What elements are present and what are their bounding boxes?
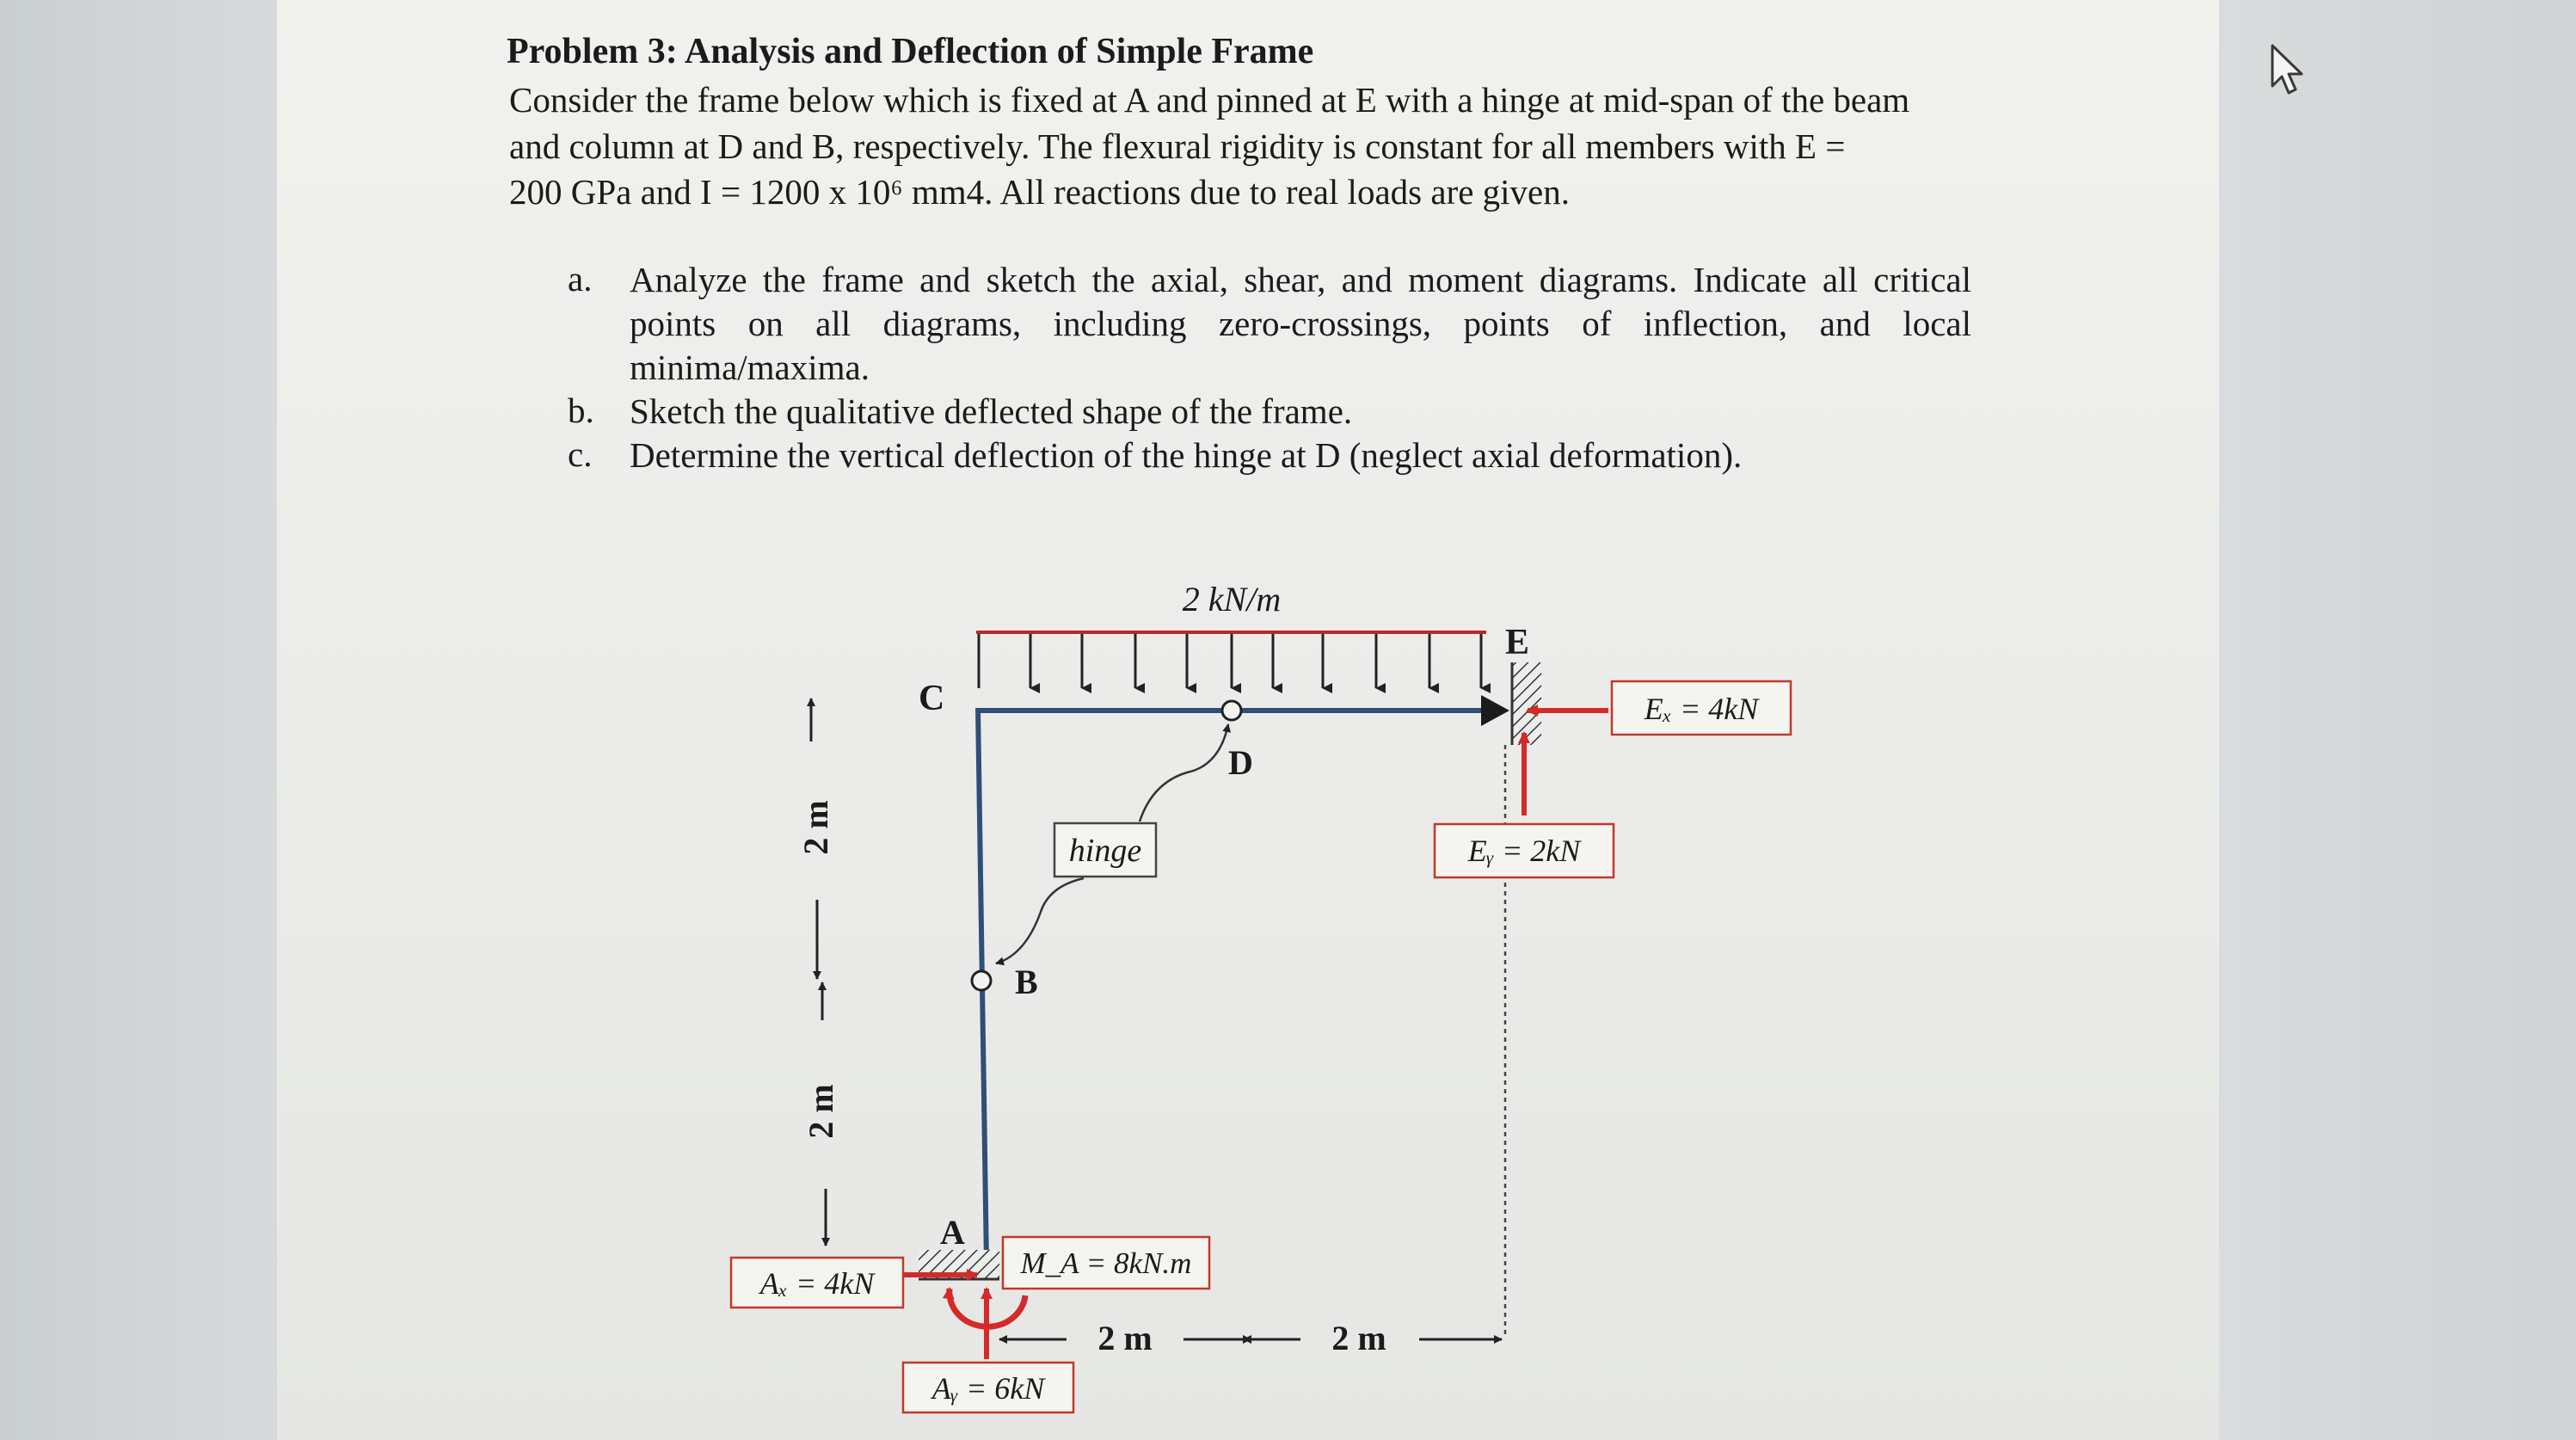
dim-beam-left: 2 m bbox=[1097, 1319, 1153, 1357]
hinge-leader-d bbox=[1140, 724, 1228, 822]
node-label-e: E bbox=[1505, 623, 1530, 662]
hinge-d bbox=[1222, 701, 1241, 720]
reaction-ey-label: Eᵧ = 2kN bbox=[1467, 834, 1581, 868]
dim-column-upper: 2 m bbox=[796, 800, 835, 855]
statement-line-3: 200 GPa and I = 1200 x 10⁶ mm4. All reactions due to real loads are given. bbox=[509, 172, 1570, 212]
reaction-ay-label: Aᵧ = 6kN bbox=[931, 1371, 1045, 1406]
hinge-leader-b bbox=[996, 878, 1084, 963]
task-c-text: Determine the vertical deflection of the hinge at D (neglect axial deformation). bbox=[630, 435, 1743, 475]
reaction-ax-label: Aₓ = 4kN bbox=[759, 1266, 875, 1301]
reaction-ex-label: Eₓ = 4kN bbox=[1644, 692, 1759, 726]
task-b-marker: b. bbox=[568, 391, 594, 430]
task-c-marker: c. bbox=[568, 434, 593, 474]
node-label-a: A bbox=[940, 1213, 965, 1252]
pin-support-e bbox=[1481, 695, 1509, 726]
load-arrows bbox=[979, 634, 1481, 688]
node-label-d: D bbox=[1228, 743, 1253, 782]
node-label-b: B bbox=[1015, 963, 1038, 1001]
hinge-label: hinge bbox=[1068, 833, 1142, 869]
support-e-hatch bbox=[1512, 662, 1541, 745]
node-label-c: C bbox=[919, 679, 945, 718]
hinge-b bbox=[972, 971, 991, 990]
dim-beam-right: 2 m bbox=[1331, 1319, 1386, 1357]
problem-title: Problem 3: Analysis and Deflection of Simple Frame bbox=[507, 32, 1314, 71]
task-a-text: Analyze the frame and sketch the axial, shear, and moment diagrams. Indicate all critical points on all diagrams, including zero-crossings, points of inflection, and local minima/maxima. bbox=[630, 260, 1971, 387]
reaction-ma-label: M_A = 8kN.m bbox=[1020, 1246, 1192, 1280]
vertical-dimension bbox=[811, 698, 826, 1246]
task-a-marker: a. bbox=[568, 259, 593, 298]
dim-column-lower: 2 m bbox=[802, 1084, 840, 1139]
statement-line-2: and column at D and B, respectively. The flexural rigidity is constant for all members with E = bbox=[509, 126, 1846, 166]
statement-line-1: Consider the frame below which is fixed at A and pinned at E with a hinge at mid-span of the beam bbox=[509, 80, 1910, 120]
task-b-text: Sketch the qualitative deflected shape of the frame. bbox=[630, 391, 1353, 431]
load-label: 2 kN/m bbox=[1182, 580, 1282, 618]
